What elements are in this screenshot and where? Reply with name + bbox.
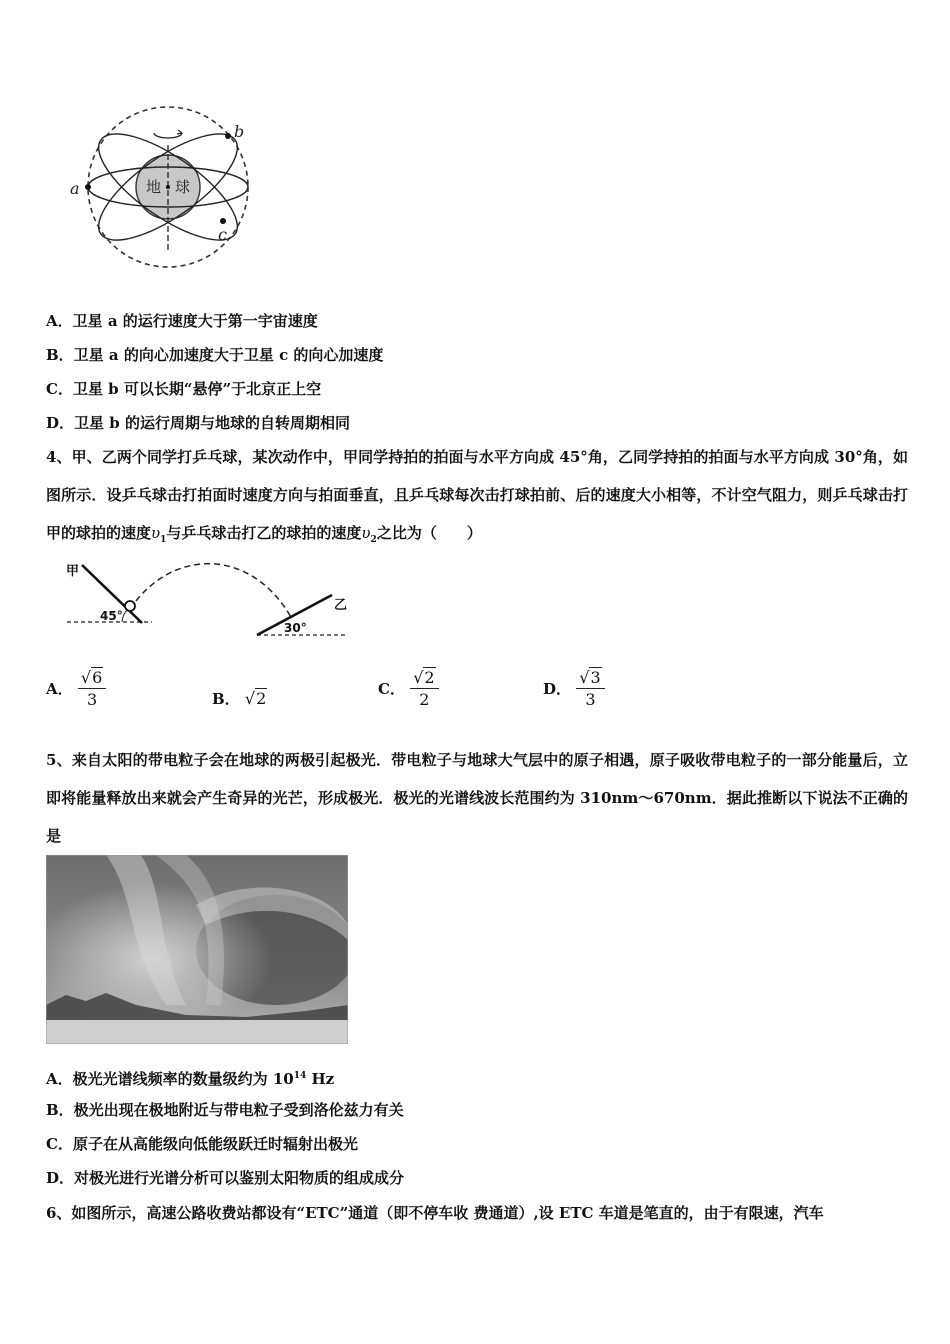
satellite-a	[85, 184, 91, 190]
q5-option-c: C．原子在从高能级向低能级跃迁时辐射出极光	[46, 1135, 358, 1153]
satellite-orbit-figure	[62, 100, 272, 275]
q3-option-b: B．卫星 a 的向心加速度大于卫星 c 的向心加速度	[46, 346, 384, 364]
label-b: b	[234, 122, 245, 141]
q5-option-a: A．极光光谱线频率的数量级约为 $10^{14}$ Hz	[46, 1070, 335, 1088]
q4-option-a: A． $\frac{√6}{3}$	[46, 668, 106, 709]
satellite-c	[220, 218, 226, 224]
label-45: 45°	[100, 609, 123, 623]
table-tennis-figure	[62, 557, 352, 642]
earth-label-1: 地	[146, 178, 162, 196]
aurora-photo	[46, 855, 348, 1044]
label-30: 30°	[284, 621, 307, 635]
satellite-b	[225, 133, 231, 139]
label-yi: 乙	[334, 598, 348, 613]
label-a: a	[70, 179, 80, 198]
q6-stem: 6、如图所示，高速公路收费站都设有“ETC”通道（即不停车收 费通道）,设 ETC 车道是笔直的，由于有限速，汽车	[46, 1204, 824, 1222]
q4-option-d: D． $\frac{√3}{3}$	[543, 668, 605, 709]
q3-option-c: C．卫星 b 可以长期“悬停”于北京正上空	[46, 380, 322, 398]
q5-stem: 5、来自太阳的带电粒子会在地球的两极引起极光．带电粒子与地球大气层中的原子相遇，原子吸收带电粒子的一部分能量后，立即将能量释放出来就会产生奇异的光芒，形成极光．极光的光谱线波长范围约为 310nm～670nm．据此推断以下说法不正确的是	[46, 751, 908, 845]
q4-option-c: C． $\frac{√2}{2}$	[378, 668, 439, 709]
q4-option-b: B． √2	[212, 689, 267, 708]
ball	[125, 601, 135, 611]
q3-option-a: A．卫星 a 的运行速度大于第一宇宙速度	[46, 312, 318, 330]
q4-stem: 4、甲、乙两个同学打乒乓球，某次动作中，甲同学持拍的拍面与水平方向成 45°角，乙同学持拍的拍面与水平方向成 30°角，如图所示．设乒乓球击打拍面时速度方向与拍面垂直，且乒乓球每次击打球拍前、后的速度大小相等，不计空气阻力，则乒乓球击打甲的球拍的速度$\upsilon_1$与乒乓球击打乙的球拍的速度$\upsilon_2$之比为（ ）	[46, 448, 908, 545]
q5-option-b: B．极光出现在极地附近与带电粒子受到洛伦兹力有关	[46, 1101, 404, 1119]
ball-trajectory	[130, 564, 292, 619]
earth-label-2: 球	[175, 178, 191, 196]
q3-option-d: D．卫星 b 的运行周期与地球的自转周期相同	[46, 414, 350, 432]
label-c: c	[218, 225, 227, 244]
label-jia: 甲	[66, 564, 80, 579]
q5-option-d: D．对极光进行光谱分析可以鉴别太阳物质的组成成分	[46, 1169, 405, 1187]
